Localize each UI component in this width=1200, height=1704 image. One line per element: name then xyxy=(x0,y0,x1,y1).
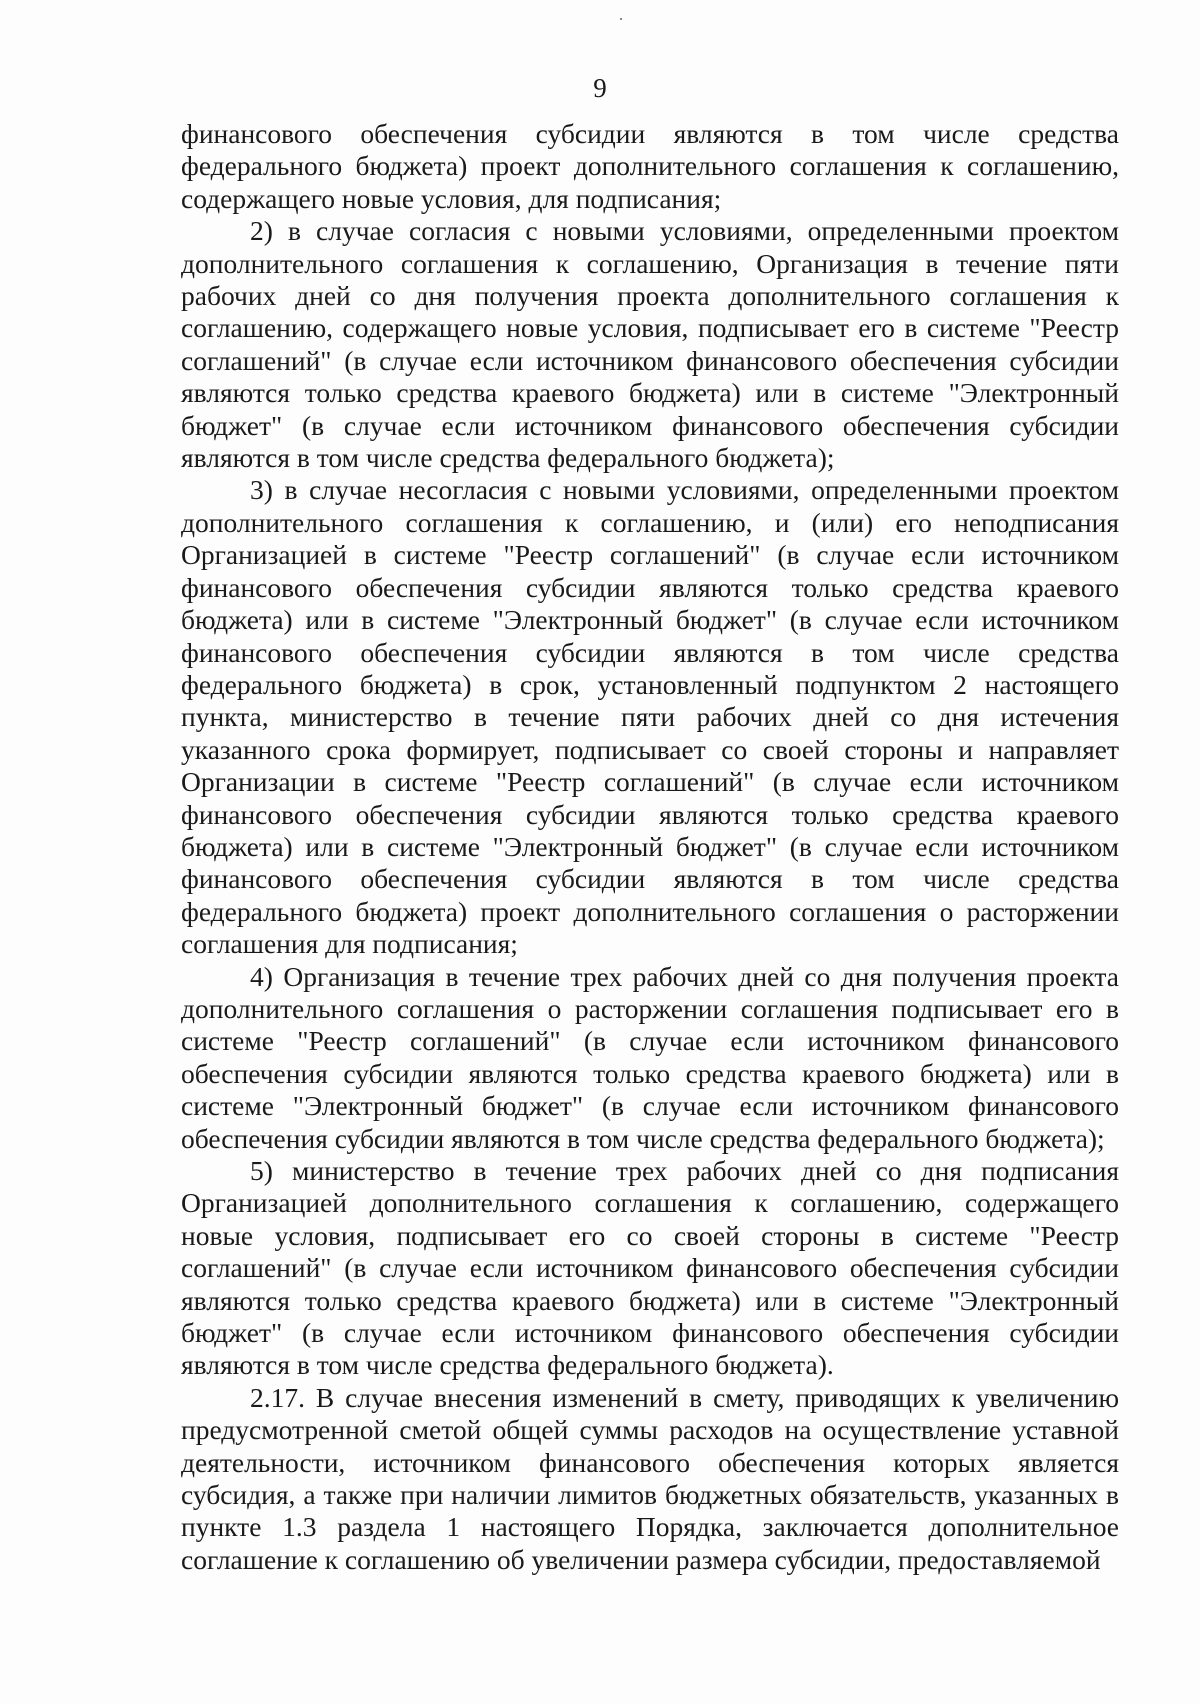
paragraph-item-4: 4) Организация в течение трех рабочих дней со дня получения проекта дополнительного соглашения о расторжении соглашения подписывает его в системе "Реестр соглашений" (в случае если источником финансового обеспечения субсидии являются только средства краевого бюджета) или в системе "Электронный бюджет" (в случае если источником финансового обеспечения субсидии являются в том числе средства федерального бюджета); xyxy=(181,960,1119,1154)
paragraph-section-2-17: 2.17. В случае внесения изменений в смету, приводящих к увеличению предусмотренной сметой общей суммы расходов на осуществление уставной деятельности, источником финансового обеспечения которых является субсидия, а также при наличии лимитов бюджетных обязательств, указанных в пункте 1.3 раздела 1 настоящего Порядка, заключается дополнительное соглашение к соглашению об увеличении размера субсидии, предоставляемой xyxy=(181,1381,1119,1575)
paragraph-item-2: 2) в случае согласия с новыми условиями, определенными проектом дополнительного соглашения к соглашению, Организация в течение пяти рабочих дней со дня получения проекта дополнительного соглашения к соглашению, содержащего новые условия, подписывает его в системе "Реестр соглашений" (в случае если источником финансового обеспечения субсидии являются только средства краевого бюджета) или в системе "Электронный бюджет" (в случае если источником финансового обеспечения субсидии являются в том числе средства федерального бюджета); xyxy=(181,215,1119,474)
paragraph-continuation: финансового обеспечения субсидии являются в том числе средства федерального бюджета) проект дополнительного соглашения к соглашению, содержащего новые условия, для подписания; xyxy=(181,118,1119,214)
document-body xyxy=(181,118,1119,1576)
scan-speck xyxy=(620,18,622,20)
paragraph-item-3: 3) в случае несогласия с новыми условиями, определенными проектом дополнительного соглашения к соглашению, и (или) его неподписания Организацией в системе "Реестр соглашений" (в случае если источником финансового обеспечения субсидии являются только средства краевого бюджета) или в системе "Электронный бюджет" (в случае если источником финансового обеспечения субсидии являются в том числе средства федерального бюджета) в срок, установленный подпунктом 2 настоящего пункта, министерство в течение пяти рабочих дней со дня истечения указанного срока формирует, подписывает со своей стороны и направляет Организации в системе "Реестр соглашений" (в случае если источником финансового обеспечения субсидии являются только средства краевого бюджета) или в системе "Электронный бюджет" (в случае если источником финансового обеспечения субсидии являются в том числе средства федерального бюджета) проект дополнительного соглашения о расторжении соглашения для подписания; xyxy=(181,474,1119,960)
paragraph-item-5: 5) министерство в течение трех рабочих дней со дня подписания Организацией дополнительного соглашения к соглашению, содержащего новые условия, подписывает его со своей стороны в системе "Реестр соглашений" (в случае если источником финансового обеспечения субсидии являются только средства краевого бюджета) или в системе "Электронный бюджет" (в случае если источником финансового обеспечения субсидии являются в том числе средства федерального бюджета). xyxy=(181,1155,1119,1381)
page-number: 9 xyxy=(593,73,607,103)
